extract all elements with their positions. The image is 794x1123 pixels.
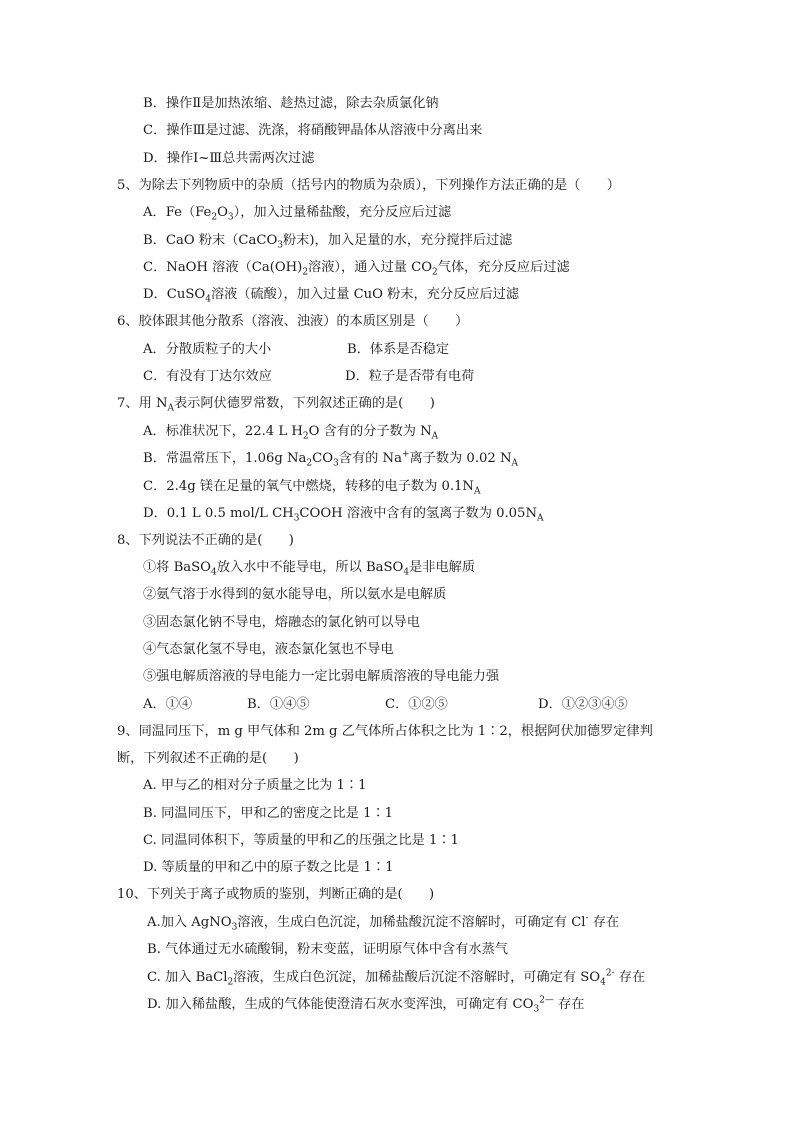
question-8: 8、下列说法不正确的是( ) bbox=[117, 533, 294, 548]
q7-option-a: A．标准状况下，22.4 L $H_2O$ 含有的分子数为 $N_A$ bbox=[143, 424, 439, 442]
q8-statement-2: ②氨气溶于水得到的氨水能导电，所以氨水是电解质 bbox=[143, 587, 447, 602]
q9-option-c: C. 同温同体积下，等质量的甲和乙的压强之比是 1∶1 bbox=[143, 833, 459, 848]
q8-option-c: C．①②⑤ bbox=[385, 697, 448, 712]
q5-option-b: B．CaO 粉末（CaCO$_3$粉末)，加入足量的水，充分搅拌后过滤 bbox=[143, 233, 513, 251]
q7-option-d: D．0.1 L 0.5 mol/L $CH_3COOH$ 溶液中含有的氢离子数为 $0.05N_A$ bbox=[143, 506, 544, 524]
q8-statement-1: ①将 BaSO$_4$放入水中不能导电，所以 BaSO$_4$是非电解质 bbox=[143, 560, 476, 578]
q10-option-b: B. 气体通过无水硫酸铜，粉末变蓝，证明原气体中含有水蒸气 bbox=[147, 942, 508, 957]
q9-option-d: D. 等质量的甲和乙中的原子数之比是 1∶1 bbox=[143, 860, 394, 875]
q6-option-c: C．有没有丁达尔效应 bbox=[143, 369, 272, 384]
q10-option-c: C. 加入 BaCl$_2$溶液，生成白色沉淀，加稀盐酸后沉淀不溶解时，可确定有 $SO_4^{2-}$ 存在 bbox=[147, 968, 646, 988]
q6-option-b: B．体系是否稳定 bbox=[347, 342, 450, 357]
q7-option-c: C．2.4g 镁在足量的氧气中燃烧，转移的电子数为 $0.1N_A$ bbox=[143, 479, 481, 497]
q5-option-a: A．$Fe(Fe_2O_3)$，加入过量稀盐酸，充分反应后过滤 bbox=[143, 205, 452, 223]
q5-option-c: C．NaOH 溶液（$Ca(OH)_2$溶液），通入过量 $CO_2$气体，充分反应后过滤 bbox=[143, 260, 570, 278]
prev-option-b: B．操作Ⅱ是加热浓缩、趁热过滤，除去杂质氯化钠 bbox=[143, 96, 439, 111]
q10-option-d: D. 加入稀盐酸，生成的气体能使澄清石灰水变浑浊，可确定有 $CO_3^{2—}$ 存在 bbox=[147, 995, 585, 1015]
q7-option-b: B．常温常压下，1.06g $Na_2CO_3$含有的 Na+离子数为 0.02 $N_A$ bbox=[143, 449, 519, 469]
q6-option-a: A．分散质粒子的大小 bbox=[143, 342, 272, 357]
q8-option-d: D．①②③④⑤ bbox=[538, 697, 628, 712]
question-9-line-2: 断，下列叙述不正确的是( ) bbox=[117, 751, 299, 766]
question-7: 7、用 $N_A$表示阿伏德罗常数，下列叙述正确的是( ) bbox=[117, 396, 435, 414]
prev-option-c: C．操作Ⅲ是过滤、洗涤，将硝酸钾晶体从溶液中分离出来 bbox=[143, 123, 483, 138]
q6-option-d: D．粒子是否带有电荷 bbox=[345, 369, 475, 384]
q5-option-d: D．CuSO$_4$溶液（硫酸），加入过量 CuO 粉末，充分反应后过滤 bbox=[143, 287, 520, 305]
q8-statement-4: ④气态氯化氢不导电，液态氯化氢也不导电 bbox=[143, 642, 394, 657]
q8-option-b: B．①④⑤ bbox=[247, 697, 310, 712]
q8-statement-5: ⑤强电解质溶液的导电能力一定比弱电解质溶液的导电能力强 bbox=[143, 669, 500, 684]
question-6: 6、胶体跟其他分散系（溶液、浊液）的本质区别是（ ） bbox=[117, 314, 469, 329]
q9-option-b: B. 同温同压下，甲和乙的密度之比是 1∶1 bbox=[143, 806, 394, 821]
question-5: 5、为除去下列物质中的杂质（括号内的物质为杂质），下列操作方法正确的是（ ） bbox=[117, 178, 620, 193]
q8-option-a: A．①④ bbox=[143, 697, 193, 712]
q9-option-a: A. 甲与乙的相对分子质量之比为 1∶1 bbox=[143, 778, 367, 793]
prev-option-d: D．操作Ⅰ~Ⅲ总共需两次过滤 bbox=[143, 151, 315, 166]
question-9-line-1: 9、同温同压下，m g 甲气体和 2m g 乙气体所占体积之比为 1∶2，根据阿伏加德罗定律判 bbox=[117, 724, 653, 739]
q8-statement-3: ③固态氯化钠不导电，熔融态的氯化钠可以导电 bbox=[143, 615, 420, 630]
question-10: 10、下列关于离子或物质的鉴别，判断正确的是( ) bbox=[117, 887, 435, 902]
q10-option-a: A.加入 AgNO$_3$溶液，生成白色沉淀，加稀盐酸沉淀不溶解时，可确定有 Cl- 存在 bbox=[147, 913, 620, 933]
